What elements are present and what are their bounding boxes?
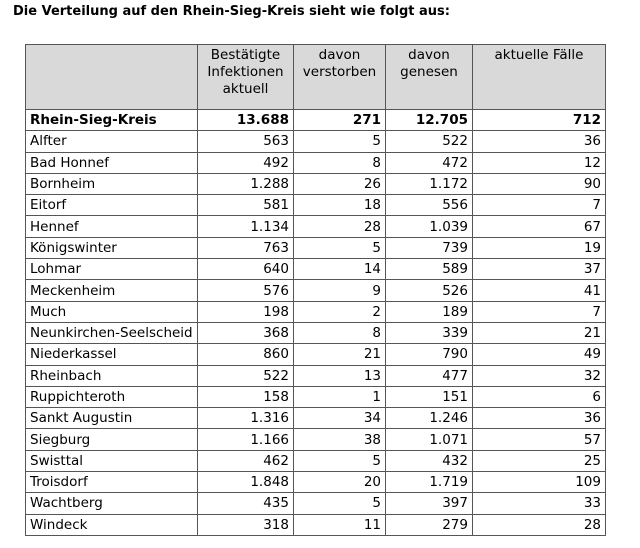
deceased-cell: 18: [294, 195, 386, 216]
deceased-cell: 2: [294, 301, 386, 322]
confirmed-cell: 462: [198, 450, 294, 471]
district-name: Alfter: [26, 131, 198, 152]
table-row: [26, 493, 606, 514]
deceased-cell: 26: [294, 173, 386, 194]
active-cell: 67: [473, 216, 606, 237]
deceased-cell: 20: [294, 472, 386, 493]
deceased-cell: 8: [294, 152, 386, 173]
header-confirmed: Bestätigte Infektionen aktuell: [198, 45, 294, 110]
confirmed-cell: 158: [198, 386, 294, 407]
table-row: [26, 237, 606, 258]
table-row: [26, 344, 606, 365]
active-cell: 37: [473, 259, 606, 280]
deceased-cell: 38: [294, 429, 386, 450]
deceased-cell: 271: [294, 110, 386, 131]
confirmed-cell: 522: [198, 365, 294, 386]
table-row: [26, 280, 606, 301]
confirmed-cell: 640: [198, 259, 294, 280]
deceased-cell: 11: [294, 514, 386, 535]
recovered-cell: 589: [386, 259, 473, 280]
table-row: [26, 365, 606, 386]
confirmed-cell: 198: [198, 301, 294, 322]
header-deceased: davon verstorben: [294, 45, 386, 110]
confirmed-cell: 763: [198, 237, 294, 258]
table-row: [26, 429, 606, 450]
recovered-cell: 1.071: [386, 429, 473, 450]
confirmed-cell: 435: [198, 493, 294, 514]
deceased-cell: 13: [294, 365, 386, 386]
district-name: Eitorf: [26, 195, 198, 216]
deceased-cell: 21: [294, 344, 386, 365]
active-cell: 57: [473, 429, 606, 450]
recovered-cell: 477: [386, 365, 473, 386]
deceased-cell: 14: [294, 259, 386, 280]
district-name: Rhein-Sieg-Kreis: [26, 110, 198, 131]
recovered-cell: 432: [386, 450, 473, 471]
deceased-cell: 9: [294, 280, 386, 301]
table-row: [26, 450, 606, 471]
active-cell: 712: [473, 110, 606, 131]
district-name: Hennef: [26, 216, 198, 237]
recovered-cell: 12.705: [386, 110, 473, 131]
header-district: [26, 45, 198, 110]
active-cell: 33: [473, 493, 606, 514]
district-name: Lohmar: [26, 259, 198, 280]
confirmed-cell: 1.166: [198, 429, 294, 450]
header-active: aktuelle Fälle: [473, 45, 606, 110]
district-name: Königswinter: [26, 237, 198, 258]
active-cell: 36: [473, 408, 606, 429]
district-name: Much: [26, 301, 198, 322]
district-name: Siegburg: [26, 429, 198, 450]
page-heading: Die Verteilung auf den Rhein-Sieg-Kreis sieht wie folgt aus:: [13, 4, 450, 19]
deceased-cell: 5: [294, 237, 386, 258]
recovered-cell: 397: [386, 493, 473, 514]
confirmed-cell: 563: [198, 131, 294, 152]
deceased-cell: 1: [294, 386, 386, 407]
table-row: [26, 131, 606, 152]
recovered-cell: 472: [386, 152, 473, 173]
header-recovered: davon genesen: [386, 45, 473, 110]
recovered-cell: 189: [386, 301, 473, 322]
district-name: Ruppichteroth: [26, 386, 198, 407]
confirmed-cell: 1.134: [198, 216, 294, 237]
recovered-cell: 279: [386, 514, 473, 535]
table-row: [26, 216, 606, 237]
table-row: [26, 514, 606, 535]
recovered-cell: 339: [386, 322, 473, 343]
recovered-cell: 151: [386, 386, 473, 407]
recovered-cell: 790: [386, 344, 473, 365]
confirmed-cell: 860: [198, 344, 294, 365]
confirmed-cell: 492: [198, 152, 294, 173]
confirmed-cell: 368: [198, 322, 294, 343]
deceased-cell: 28: [294, 216, 386, 237]
active-cell: 32: [473, 365, 606, 386]
table-row: [26, 386, 606, 407]
active-cell: 19: [473, 237, 606, 258]
header-row: [26, 45, 606, 110]
confirmed-cell: 576: [198, 280, 294, 301]
confirmed-cell: 1.288: [198, 173, 294, 194]
district-name: Sankt Augustin: [26, 408, 198, 429]
deceased-cell: 5: [294, 493, 386, 514]
district-name: Windeck: [26, 514, 198, 535]
table-row: [26, 259, 606, 280]
recovered-cell: 526: [386, 280, 473, 301]
table-row: [26, 152, 606, 173]
active-cell: 7: [473, 301, 606, 322]
district-name: Niederkassel: [26, 344, 198, 365]
district-name: Bornheim: [26, 173, 198, 194]
recovered-cell: 522: [386, 131, 473, 152]
table-body: [26, 110, 606, 536]
confirmed-cell: 1.848: [198, 472, 294, 493]
table-row: [26, 173, 606, 194]
active-cell: 25: [473, 450, 606, 471]
deceased-cell: 8: [294, 322, 386, 343]
district-name: Bad Honnef: [26, 152, 198, 173]
active-cell: 28: [473, 514, 606, 535]
active-cell: 6: [473, 386, 606, 407]
deceased-cell: 5: [294, 450, 386, 471]
recovered-cell: 556: [386, 195, 473, 216]
deceased-cell: 5: [294, 131, 386, 152]
active-cell: 109: [473, 472, 606, 493]
active-cell: 21: [473, 322, 606, 343]
table-row: [26, 195, 606, 216]
deceased-cell: 34: [294, 408, 386, 429]
district-name: Troisdorf: [26, 472, 198, 493]
recovered-cell: 1.246: [386, 408, 473, 429]
district-table: [25, 44, 606, 536]
active-cell: 90: [473, 173, 606, 194]
recovered-cell: 1.172: [386, 173, 473, 194]
recovered-cell: 1.719: [386, 472, 473, 493]
total-row: [26, 110, 606, 131]
district-name: Swisttal: [26, 450, 198, 471]
confirmed-cell: 1.316: [198, 408, 294, 429]
district-name: Meckenheim: [26, 280, 198, 301]
active-cell: 12: [473, 152, 606, 173]
table-row: [26, 322, 606, 343]
table-row: [26, 472, 606, 493]
confirmed-cell: 318: [198, 514, 294, 535]
active-cell: 41: [473, 280, 606, 301]
active-cell: 49: [473, 344, 606, 365]
confirmed-cell: 581: [198, 195, 294, 216]
active-cell: 36: [473, 131, 606, 152]
table-row: [26, 408, 606, 429]
district-name: Wachtberg: [26, 493, 198, 514]
recovered-cell: 739: [386, 237, 473, 258]
confirmed-cell: 13.688: [198, 110, 294, 131]
recovered-cell: 1.039: [386, 216, 473, 237]
table-row: [26, 301, 606, 322]
district-name: Rheinbach: [26, 365, 198, 386]
district-name: Neunkirchen-Seelscheid: [26, 322, 198, 343]
active-cell: 7: [473, 195, 606, 216]
